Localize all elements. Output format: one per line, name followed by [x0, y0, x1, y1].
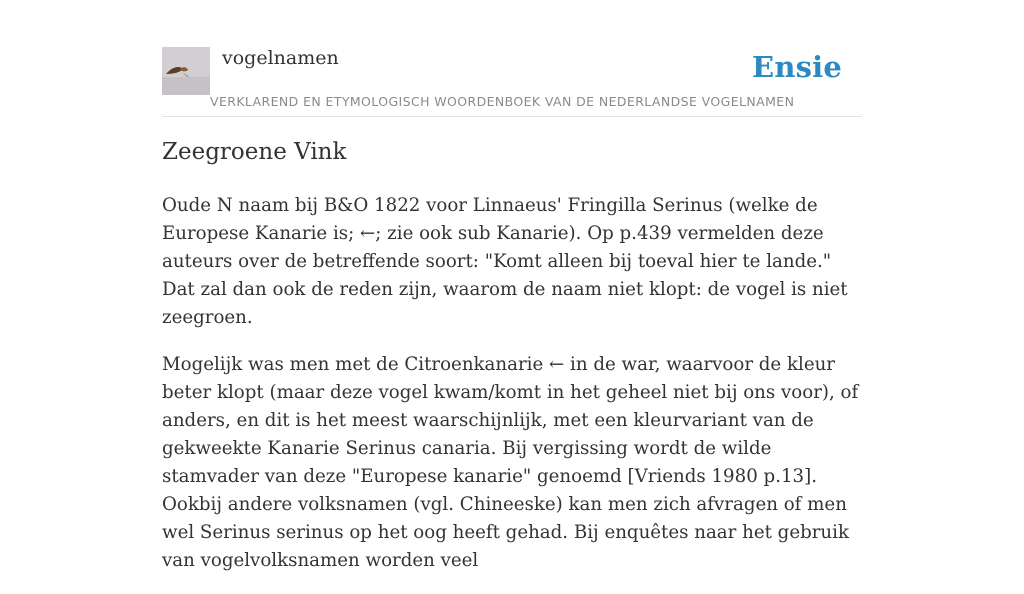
paragraph: Oude N naam bij B&O 1822 voor Linnaeus' Fringilla Serinus (welke de Europese Kanarie is; ←; zie ook sub Kanarie). Op p.439 vermelden deze auteurs over de betreffende soort: "Komt alleen bij toeval hier te lande." Dat zal dan ook de reden zijn, waarom de naam niet klopt: de vogel is niet zeegroen. — [162, 195, 848, 328]
blog-name-link[interactable]: vogelnamen — [222, 47, 339, 69]
bird-photo-avatar-icon — [162, 47, 210, 95]
page-title: Zeegroene Vink — [162, 139, 347, 165]
blog-subtitle: VERKLAREND EN ETYMOLOGISCH WOORDENBOEK VAN DE NEDERLANDSE VOGELNAMEN — [210, 94, 795, 109]
article-body — [162, 192, 862, 594]
site-header — [162, 0, 862, 117]
brand-logo[interactable]: Ensie — [752, 50, 842, 84]
avatar[interactable] — [162, 47, 210, 95]
paragraph: Mogelijk was men met de Citroenkanarie ← in de war, waarvoor de kleur beter klopt (maar deze vogel kwam/komt in het geheel niet bij ons voor), of anders, en dit is het meest waarschijnlijk, met een kleurvariant van de gekweekte Kanarie Serinus canaria. Bij vergissing wordt de wilde stamvader van deze "Europese kanarie" genoemd [Vriends 1980 p.13]. Ookbij andere volksnamen (vgl. Chineeske) kan men zich afvragen of men wel Serinus serinus op het oog heeft gehad. Bij enquêtes naar het gebruik van vogelvolksnamen worden veel — [162, 354, 859, 571]
